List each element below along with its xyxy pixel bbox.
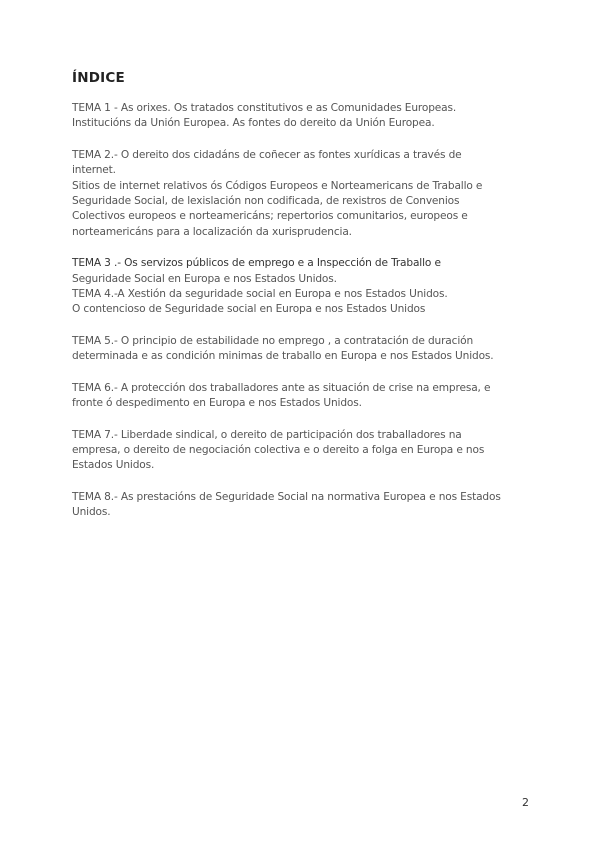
topic-line: internet.: [72, 164, 116, 177]
topic-2: [72, 148, 542, 240]
topic-line: TEMA 1 - As orixes. Os tratados constitutivos e as Comunidades Europeas.: [72, 102, 457, 114]
topic-8: [72, 490, 542, 521]
topic-6: [72, 381, 542, 412]
topic-line: determinada e as condición minimas de traballo en Europa e nos Estados Unidos.: [72, 350, 494, 363]
topic-line: fronte ó despedimento en Europa e nos Estados Unidos.: [72, 397, 362, 410]
topic-line: Unidos.: [72, 506, 111, 519]
topic-line: Seguridade Social en Europa e nos Estados Unidos.: [72, 272, 337, 285]
index-heading: ÍNDICE: [72, 70, 125, 86]
topic-line: norteamericáns para a localización da xurisprudencia.: [72, 225, 352, 238]
topic-line: TEMA 5.- O principio de estabilidade no emprego , a contratación de duración: [72, 334, 474, 347]
page-number: 2: [522, 796, 529, 809]
topic-line: Sitios de internet relativos ós Códigos Europeos e Norteamericans de Traballo e: [72, 179, 483, 192]
topic-line: Estados Unidos.: [72, 459, 155, 472]
index-content: [72, 70, 542, 537]
topic-5: [72, 334, 542, 365]
topic-line: Institucións da Unión Europea. As fontes do dereito da Unión Europea.: [72, 117, 435, 130]
topic-1: [72, 101, 542, 132]
topic-3-4: [72, 256, 542, 318]
topic-7: [72, 428, 542, 474]
topic-line: Seguridade Social, de lexislación non codificada, de rexistros de Convenios: [72, 195, 460, 208]
topic-line: TEMA 4.-A Xestión da seguridade social en Europa e nos Estados Unidos.: [72, 288, 448, 301]
topic-line: O contencioso de Seguridade social en Europa e nos Estados Unidos: [72, 303, 426, 316]
topic-line: empresa, o dereito de negociación colectiva e o dereito a folga en Europa e nos: [72, 443, 485, 456]
topic-line: TEMA 2.- O dereito dos cidadáns de coñecer as fontes xurídicas a través de: [72, 148, 462, 161]
topic-line: Colectivos europeos e norteamericáns; repertorios comunitarios, europeos e: [72, 210, 468, 223]
topic-line: TEMA 7.- Liberdade sindical, o dereito de participación dos traballadores na: [72, 428, 462, 441]
topic-line: TEMA 8.- As prestacións de Seguridade Social na normativa Europea e nos Estados: [72, 490, 501, 503]
topic-line: TEMA 3 .- Os servizos públicos de emprego e a Inspección de Traballo e: [72, 257, 441, 270]
topic-line: TEMA 6.- A protección dos traballadores ante as situación de crise na empresa, e: [72, 381, 491, 394]
